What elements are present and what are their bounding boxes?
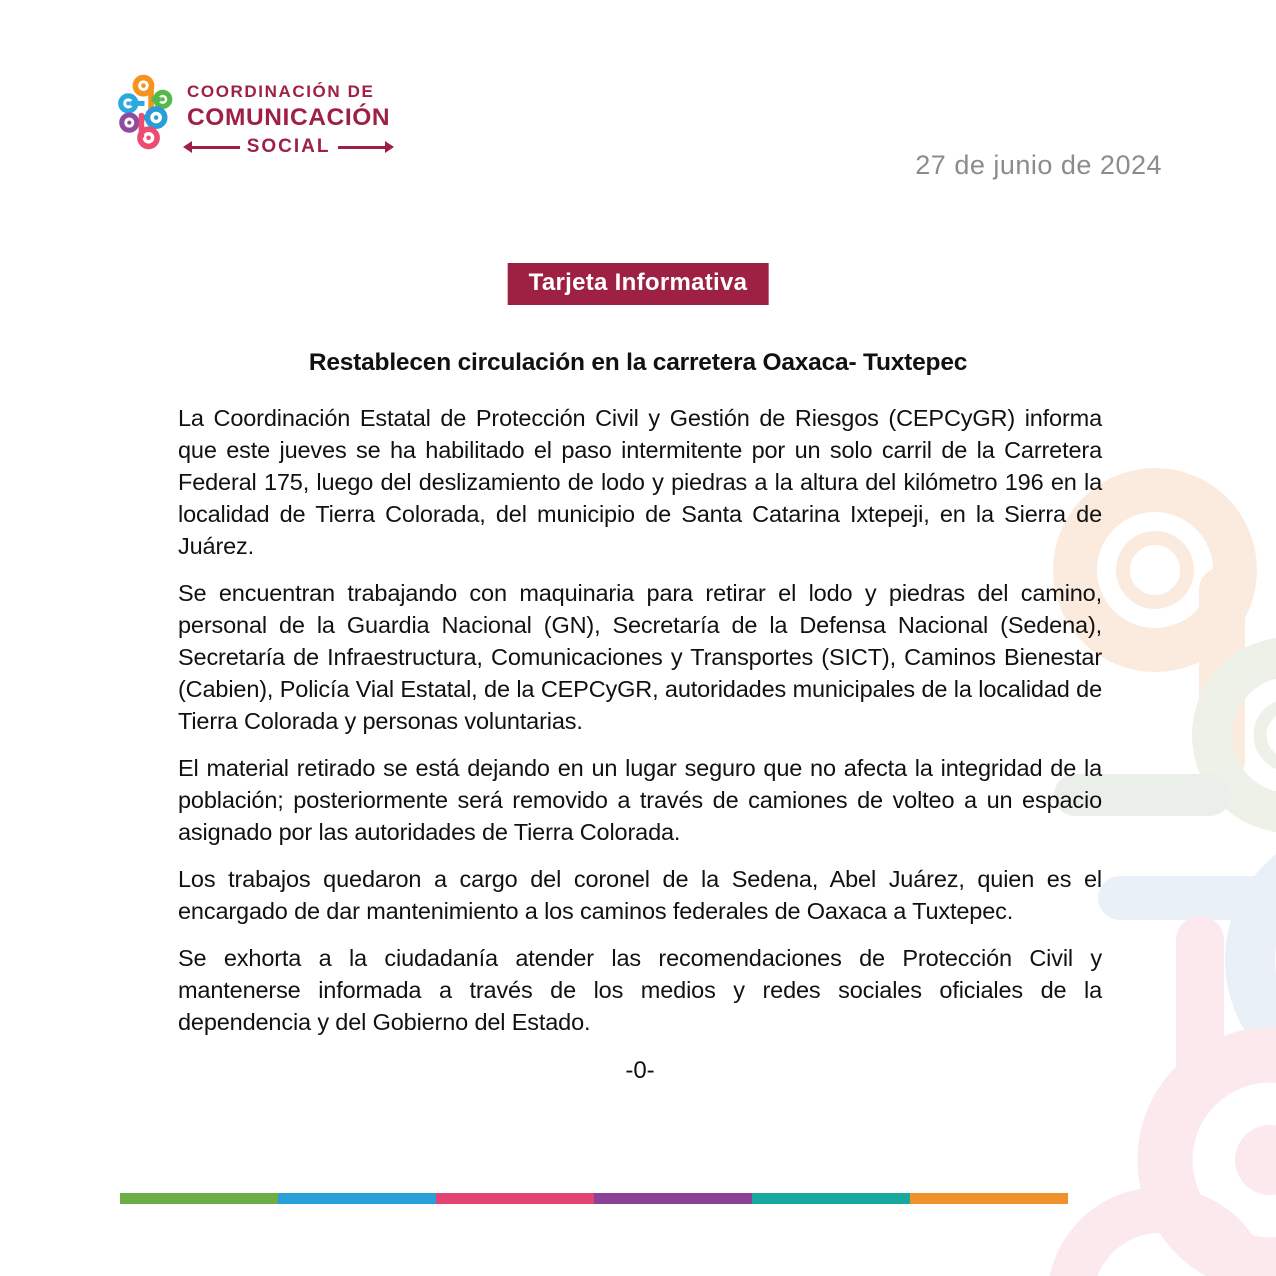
color-bar-segment — [120, 1193, 278, 1204]
paragraph: Se exhorta a la ciudadanía atender las recomendaciones de Protección Civil y mantenerse informada a través de los medios y redes sociales oficiales de la dependencia y del Gobierno del Estado. — [178, 945, 1102, 1035]
document-body — [178, 402, 1102, 1085]
tarjeta-informativa-badge: Tarjeta Informativa — [508, 263, 769, 305]
color-bar-segment — [594, 1193, 752, 1204]
color-bar-segment — [436, 1193, 594, 1204]
document-title: Restablecen circulación en la carretera Oaxaca- Tuxtepec — [308, 349, 968, 376]
logo-line-coordinacion: COORDINACIÓN DE — [187, 82, 375, 101]
footer-color-bar — [120, 1193, 1068, 1204]
document-date: 27 de junio de 2024 — [915, 150, 1162, 180]
logo-line-comunicacion: COMUNICACIÓN — [187, 104, 391, 131]
logo-line-social — [187, 136, 390, 158]
color-bar-segment — [278, 1193, 436, 1204]
paragraph: La Coordinación Estatal de Protección Civil y Gestión de Riesgos (CEPCyGR) informa que este jueves se ha habilitado el paso intermitente por un solo carril de la Carretera Federal 175, luego del deslizamiento de lodo y piedras a la altura del kilómetro 196 en la localidad de Tierra Colorada, del municipio de Santa Catarina Ixtepeji, en la Sierra de Juárez. — [178, 405, 1102, 559]
arrow-right-icon — [338, 146, 391, 149]
paragraph: Se encuentran trabajando con maquinaria para retirar el lodo y piedras del camino, personal de la Guardia Nacional (GN), Secretaría de la Defensa Nacional (Sedena), Secretaría de Infraestructura, Comunicaciones y Transportes (SICT), Caminos Bienestar (Cabien), Policía Vial Estatal, de la CEPCyGR, autoridades municipales de la localidad de Tierra Colorada y personas voluntarias. — [178, 580, 1102, 734]
paragraph: Los trabajos quedaron a cargo del coronel de la Sedena, Abel Juárez, quien es el encargado de dar mantenimiento a los caminos federales de Oaxaca a Tuxtepec. — [178, 866, 1102, 924]
logo-wordmark — [187, 72, 390, 158]
arrow-left-icon — [187, 146, 240, 149]
coordinacion-comunicacion-social-logo — [118, 72, 390, 158]
spiral-cluster-icon — [118, 72, 174, 154]
paragraph: El material retirado se está dejando en un lugar seguro que no afecta la integridad de la población; posteriormente será removido a través de camiones de volteo a un espacio asignado por las autoridades de Tierra Colorada. — [178, 755, 1102, 845]
color-bar-segment — [910, 1193, 1068, 1204]
end-of-document-mark: -0- — [625, 1057, 655, 1084]
logo-social-label: SOCIAL — [246, 136, 331, 157]
color-bar-segment — [752, 1193, 910, 1204]
